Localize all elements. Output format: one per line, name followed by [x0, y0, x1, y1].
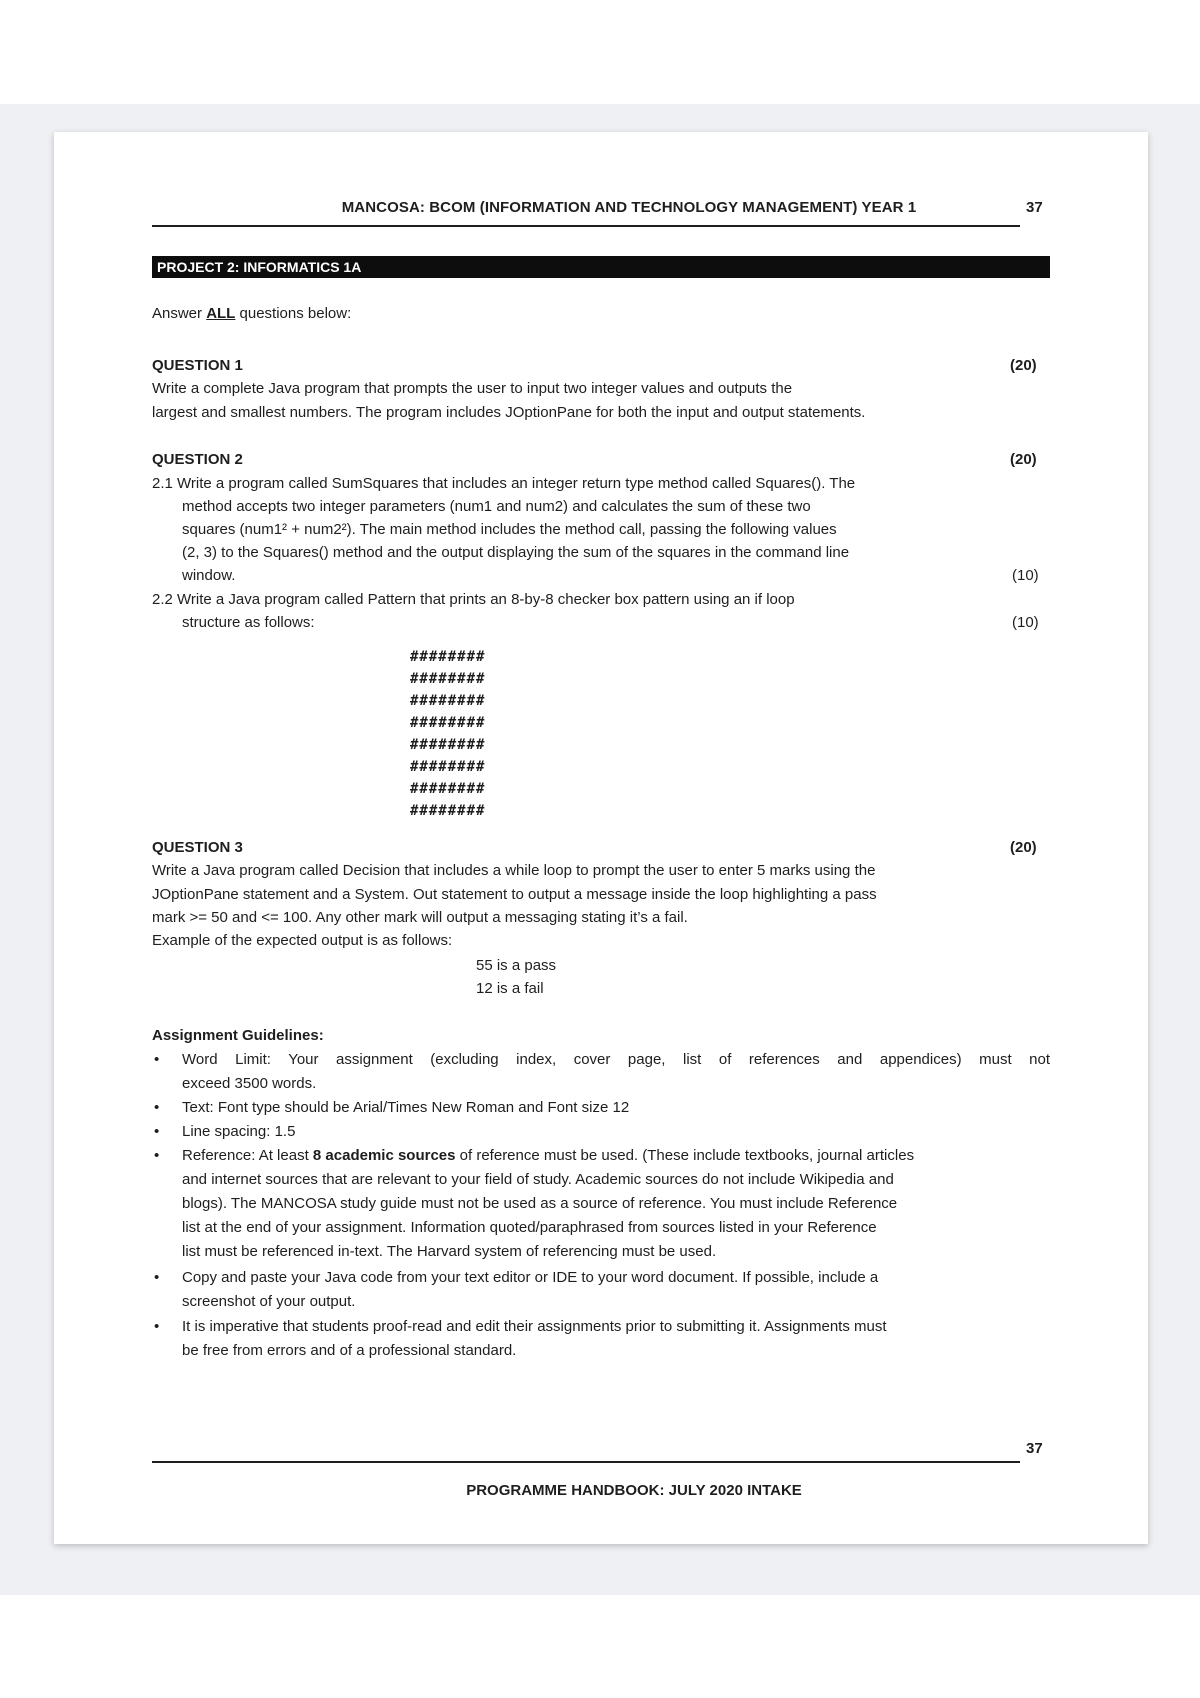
q3-line-2: JOptionPane statement and a System. Out statement to output a message inside the loop highlighting a pass [152, 886, 877, 903]
q2-marks: (20) [1010, 451, 1037, 468]
q2-1-line-4: (2, 3) to the Squares() method and the output displaying the sum of the squares in the command line [182, 544, 850, 561]
q2-1-line-2: method accepts two integer parameters (num1 and num2) and calculates the sum of these two [182, 498, 811, 515]
guideline-1-line-2: exceed 3500 words. [182, 1075, 317, 1092]
pattern-row: ######## [410, 803, 486, 819]
pattern-row: ######## [410, 671, 486, 687]
header-rule [152, 225, 1020, 227]
instruction-prefix: Answer [152, 305, 207, 322]
project-title-bar: PROJECT 2: INFORMATICS 1A [152, 256, 1050, 278]
guideline-4-line-4: list at the end of your assignment. Information quoted/paraphrased from sources listed in your Reference [182, 1219, 877, 1236]
guidelines-title: Assignment Guidelines: [152, 1027, 324, 1044]
q2-2-line-2: structure as follows: [182, 614, 315, 631]
guideline-4-suffix: of reference must be used. (These include textbooks, journal articles [455, 1147, 915, 1164]
q1-marks: (20) [1010, 357, 1037, 374]
bullet-icon: • [154, 1318, 160, 1335]
pattern-row: ######## [410, 693, 486, 709]
guideline-1-line-1: Word Limit: Your assignment (excluding index, cover page, list of references and appendices) must not [182, 1051, 1050, 1068]
q3-example-1: 55 is a pass [476, 957, 557, 974]
instruction [152, 302, 351, 326]
guideline-5-line-2: screenshot of your output. [182, 1293, 356, 1310]
header-page-number: 37 [1026, 199, 1043, 216]
guideline-5-line-1: Copy and paste your Java code from your text editor or IDE to your word document. If possible, include a [182, 1269, 879, 1286]
checker-pattern [410, 646, 485, 822]
q3-line-1: Write a Java program called Decision that includes a while loop to prompt the user to enter 5 marks using the [152, 862, 876, 879]
top-band [0, 0, 1200, 104]
guideline-4-line-5: list must be referenced in-text. The Harvard system of referencing must be used. [182, 1243, 717, 1260]
document-page [54, 132, 1148, 1544]
pattern-row: ######## [410, 759, 486, 775]
guideline-4-line-3: blogs). The MANCOSA study guide must not be used as a source of reference. You must include Reference [182, 1195, 898, 1212]
q1-line-2: largest and smallest numbers. The program includes JOptionPane for both the input and output statements. [152, 404, 866, 421]
pattern-row: ######## [410, 781, 486, 797]
guideline-6-line-2: be free from errors and of a professional standard. [182, 1342, 517, 1359]
guideline-4-line-2: and internet sources that are relevant to your field of study. Academic sources do not include Wikipedia and [182, 1171, 894, 1188]
q3-marks: (20) [1010, 839, 1037, 856]
q2-2-marks: (10) [1012, 614, 1039, 631]
footer-title: PROGRAMME HANDBOOK: JULY 2020 INTAKE [466, 1482, 802, 1499]
bottom-band [0, 1595, 1200, 1698]
bullet-icon: • [154, 1147, 160, 1164]
q2-1-marks: (10) [1012, 567, 1039, 584]
q2-2-line-1: 2.2 Write a Java program called Pattern that prints an 8-by-8 checker box pattern using an if loop [152, 591, 795, 608]
q1-title: QUESTION 1 [152, 357, 243, 374]
pattern-row: ######## [410, 737, 486, 753]
pattern-row: ######## [410, 649, 486, 665]
bullet-icon: • [154, 1269, 160, 1286]
q1-line-1: Write a complete Java program that prompts the user to input two integer values and outputs the [152, 380, 793, 397]
q3-line-4: Example of the expected output is as follows: [152, 932, 453, 949]
bullet-icon: • [154, 1099, 160, 1116]
footer-page-number: 37 [1026, 1440, 1043, 1457]
instruction-emphasis: ALL [206, 305, 236, 322]
guideline-6-line-1: It is imperative that students proof-read and edit their assignments prior to submitting it. Assignments must [182, 1318, 887, 1335]
q3-title: QUESTION 3 [152, 839, 243, 856]
bullet-icon: • [154, 1123, 160, 1140]
q2-1-line-1: 2.1 Write a program called SumSquares that includes an integer return type method called Squares(). The [152, 475, 856, 492]
guideline-4-prefix: Reference: At least [182, 1147, 313, 1164]
bullet-icon: • [154, 1051, 160, 1068]
q2-title: QUESTION 2 [152, 451, 243, 468]
guideline-3: Line spacing: 1.5 [182, 1123, 296, 1140]
q2-1-line-3: squares (num1² + num2²). The main method includes the method call, passing the following values [182, 521, 837, 538]
q2-1-line-5: window. [182, 567, 236, 584]
q3-example-2: 12 is a fail [476, 980, 544, 997]
instruction-suffix: questions below: [235, 305, 352, 322]
q3-line-3: mark >= 50 and <= 100. Any other mark will output a messaging stating it’s a fail. [152, 909, 688, 926]
header-title: MANCOSA: BCOM (INFORMATION AND TECHNOLOGY MANAGEMENT) YEAR 1 [341, 199, 917, 216]
guideline-2: Text: Font type should be Arial/Times New Roman and Font size 12 [182, 1099, 630, 1116]
guideline-4-line-1 [182, 1144, 1050, 1168]
pattern-row: ######## [410, 715, 486, 731]
footer-rule [152, 1461, 1020, 1463]
guideline-4-bold: 8 academic sources [312, 1147, 456, 1164]
